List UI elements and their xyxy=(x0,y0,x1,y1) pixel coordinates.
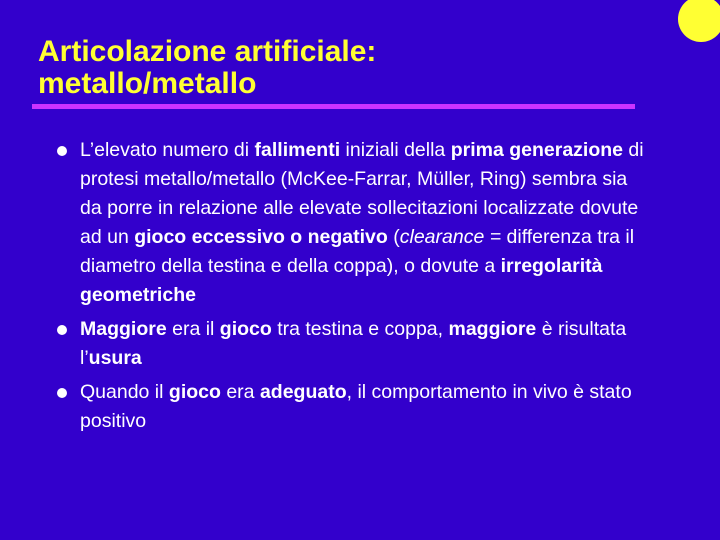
bullet-text-run: tra testina e coppa, xyxy=(271,318,449,340)
bullet-text-run: fallimenti xyxy=(254,139,341,161)
bullet-item xyxy=(56,378,646,436)
bullet-text-run: di protesi metallo/metallo (McKee-Farrar, Müller, Ring) sembra sia da porre in relazione alle elevate sollecitazioni localizzate dovute ad un xyxy=(80,139,644,248)
bullet-item xyxy=(56,315,646,373)
title-line-2: metallo/metallo xyxy=(38,67,257,100)
bullet-text xyxy=(80,139,644,306)
bullet-text-run: gioco eccessivo o negativo xyxy=(134,226,388,248)
bullet-text-run: clearance = xyxy=(399,226,502,248)
accent-circle xyxy=(678,0,720,42)
title-underline xyxy=(32,104,635,109)
slide-title xyxy=(38,36,678,100)
bullet-text-run: L’elevato numero di xyxy=(80,139,255,161)
bullet-text-run: usura xyxy=(88,347,142,369)
bullet-text-run: irregolarità geometriche xyxy=(80,255,603,306)
bullet-text xyxy=(80,318,626,369)
bullet-dot-icon xyxy=(57,146,67,156)
bullet-text-run: è risultata l’ xyxy=(80,318,627,369)
bullet-list xyxy=(56,136,646,441)
bullet-text xyxy=(80,381,632,432)
bullet-text-run: maggiore xyxy=(448,318,537,340)
title-line-1: Articolazione artificiale: xyxy=(38,35,377,68)
bullet-text-run: era il xyxy=(166,318,220,340)
bullet-dot-icon xyxy=(57,325,67,335)
bullet-text-run: , il comportamento in vivo è stato positivo xyxy=(80,381,632,432)
bullet-text-run: iniziali della xyxy=(340,139,451,161)
bullet-text-run: differenza tra il diametro della testina e della coppa), o dovute a xyxy=(80,226,635,277)
bullet-text-run: prima generazione xyxy=(450,139,624,161)
bullet-item xyxy=(56,136,646,310)
bullet-text-run: adeguato xyxy=(259,381,347,403)
bullet-text-run: Maggiore xyxy=(80,318,167,340)
bullet-dot-icon xyxy=(57,388,67,398)
bullet-text-run: Quando il xyxy=(80,381,169,403)
bullet-text-run: gioco xyxy=(219,318,272,340)
bullet-text-run: gioco xyxy=(168,381,221,403)
bullet-text-run: ( xyxy=(387,226,400,248)
bullet-text-run: era xyxy=(220,381,260,403)
